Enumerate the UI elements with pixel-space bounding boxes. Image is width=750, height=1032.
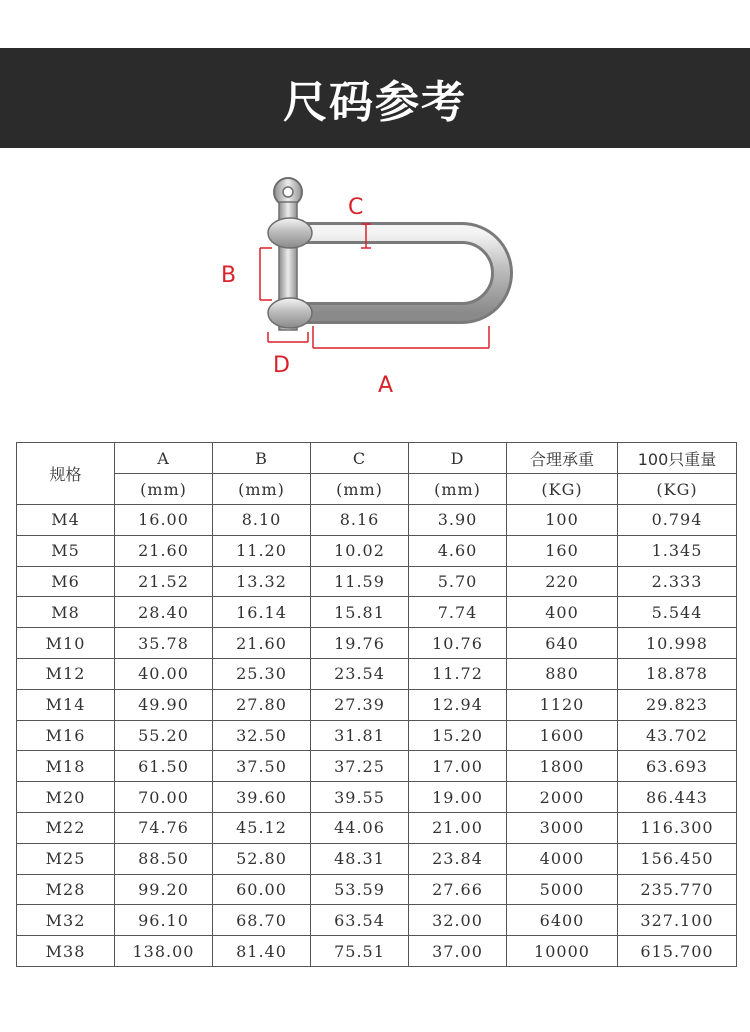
table-row — [17, 843, 737, 874]
cell-spec: M38 — [17, 936, 115, 967]
cell-spec: M32 — [17, 905, 115, 936]
unit-a: (mm) — [115, 474, 213, 505]
table-row — [17, 535, 737, 566]
cell-b: 68.70 — [213, 905, 311, 936]
table-row — [17, 905, 737, 936]
cell-c: 75.51 — [311, 936, 409, 967]
cell-c: 23.54 — [311, 658, 409, 689]
header-row-2 — [17, 474, 737, 505]
cell-a: 96.10 — [115, 905, 213, 936]
table-row — [17, 936, 737, 967]
table-row — [17, 751, 737, 782]
cell-c: 63.54 — [311, 905, 409, 936]
cell-a: 99.20 — [115, 874, 213, 905]
cell-c: 39.55 — [311, 782, 409, 813]
header-b: B — [213, 443, 311, 474]
cell-weight: 327.100 — [618, 905, 737, 936]
cell-b: 45.12 — [213, 812, 311, 843]
cell-load: 5000 — [507, 874, 618, 905]
header-load: 合理承重 — [507, 443, 618, 474]
header-row-1 — [17, 443, 737, 474]
cell-a: 49.90 — [115, 689, 213, 720]
cell-b: 13.32 — [213, 566, 311, 597]
cell-load: 1800 — [507, 751, 618, 782]
cell-c: 37.25 — [311, 751, 409, 782]
cell-spec: M25 — [17, 843, 115, 874]
size-table — [16, 442, 737, 967]
cell-c: 15.81 — [311, 597, 409, 628]
cell-b: 16.14 — [213, 597, 311, 628]
cell-a: 40.00 — [115, 658, 213, 689]
cell-d: 23.84 — [409, 843, 507, 874]
table-body — [17, 505, 737, 967]
label-a: A — [378, 373, 394, 398]
cell-spec: M8 — [17, 597, 115, 628]
cell-weight: 0.794 — [618, 505, 737, 536]
cell-load: 100 — [507, 505, 618, 536]
cell-d: 27.66 — [409, 874, 507, 905]
cell-d: 15.20 — [409, 720, 507, 751]
cell-weight: 63.693 — [618, 751, 737, 782]
cell-d: 37.00 — [409, 936, 507, 967]
cell-weight: 29.823 — [618, 689, 737, 720]
cell-b: 21.60 — [213, 628, 311, 659]
cell-c: 8.16 — [311, 505, 409, 536]
cell-d: 19.00 — [409, 782, 507, 813]
cell-b: 39.60 — [213, 782, 311, 813]
cell-b: 11.20 — [213, 535, 311, 566]
shackle-drawing — [0, 160, 750, 420]
cell-c: 48.31 — [311, 843, 409, 874]
cell-weight: 10.998 — [618, 628, 737, 659]
table-row — [17, 874, 737, 905]
cell-d: 21.00 — [409, 812, 507, 843]
table-row — [17, 566, 737, 597]
cell-spec: M20 — [17, 782, 115, 813]
unit-d: (mm) — [409, 474, 507, 505]
cell-load: 10000 — [507, 936, 618, 967]
cell-c: 10.02 — [311, 535, 409, 566]
cell-d: 5.70 — [409, 566, 507, 597]
cell-spec: M14 — [17, 689, 115, 720]
banner-title: 尺码参考 — [283, 77, 467, 128]
cell-weight: 5.544 — [618, 597, 737, 628]
cell-load: 880 — [507, 658, 618, 689]
cell-d: 10.76 — [409, 628, 507, 659]
cell-a: 55.20 — [115, 720, 213, 751]
cell-weight: 235.770 — [618, 874, 737, 905]
cell-weight: 43.702 — [618, 720, 737, 751]
cell-spec: M10 — [17, 628, 115, 659]
unit-weight: (KG) — [618, 474, 737, 505]
shackle-body — [300, 233, 502, 313]
lower-ear — [268, 298, 312, 328]
table-row — [17, 720, 737, 751]
table-row — [17, 782, 737, 813]
cell-d: 17.00 — [409, 751, 507, 782]
cell-a: 21.52 — [115, 566, 213, 597]
cell-load: 2000 — [507, 782, 618, 813]
cell-b: 60.00 — [213, 874, 311, 905]
upper-ear — [268, 218, 312, 248]
cell-d: 12.94 — [409, 689, 507, 720]
header-spec: 规格 — [17, 443, 115, 505]
cell-c: 31.81 — [311, 720, 409, 751]
table-row — [17, 689, 737, 720]
cell-a: 35.78 — [115, 628, 213, 659]
cell-weight: 156.450 — [618, 843, 737, 874]
cell-weight: 116.300 — [618, 812, 737, 843]
table-row — [17, 597, 737, 628]
cell-a: 28.40 — [115, 597, 213, 628]
shackle-diagram — [0, 160, 750, 420]
cell-c: 27.39 — [311, 689, 409, 720]
cell-a: 70.00 — [115, 782, 213, 813]
cell-d: 4.60 — [409, 535, 507, 566]
dimension-a — [313, 326, 489, 348]
unit-b: (mm) — [213, 474, 311, 505]
cell-a: 16.00 — [115, 505, 213, 536]
cell-a: 74.76 — [115, 812, 213, 843]
cell-b: 8.10 — [213, 505, 311, 536]
cell-load: 220 — [507, 566, 618, 597]
table-row — [17, 658, 737, 689]
cell-b: 32.50 — [213, 720, 311, 751]
cell-load: 1600 — [507, 720, 618, 751]
cell-load: 1120 — [507, 689, 618, 720]
dimension-d — [268, 332, 308, 342]
cell-d: 7.74 — [409, 597, 507, 628]
cell-spec: M5 — [17, 535, 115, 566]
cell-spec: M12 — [17, 658, 115, 689]
title-banner — [0, 48, 750, 148]
unit-c: (mm) — [311, 474, 409, 505]
cell-b: 25.30 — [213, 658, 311, 689]
unit-load: (KG) — [507, 474, 618, 505]
label-b: B — [221, 263, 237, 288]
label-c: C — [348, 195, 364, 220]
header-d: D — [409, 443, 507, 474]
dimension-b — [260, 248, 272, 300]
cell-spec: M18 — [17, 751, 115, 782]
cell-b: 81.40 — [213, 936, 311, 967]
cell-load: 640 — [507, 628, 618, 659]
cell-weight: 2.333 — [618, 566, 737, 597]
cell-weight: 86.443 — [618, 782, 737, 813]
cell-b: 27.80 — [213, 689, 311, 720]
cell-load: 3000 — [507, 812, 618, 843]
cell-c: 44.06 — [311, 812, 409, 843]
cell-weight: 1.345 — [618, 535, 737, 566]
cell-c: 11.59 — [311, 566, 409, 597]
cell-d: 32.00 — [409, 905, 507, 936]
cell-spec: M4 — [17, 505, 115, 536]
cell-a: 61.50 — [115, 751, 213, 782]
cell-c: 19.76 — [311, 628, 409, 659]
cell-load: 160 — [507, 535, 618, 566]
header-a: A — [115, 443, 213, 474]
label-d: D — [273, 353, 290, 378]
cell-d: 11.72 — [409, 658, 507, 689]
cell-b: 37.50 — [213, 751, 311, 782]
cell-load: 4000 — [507, 843, 618, 874]
cell-a: 138.00 — [115, 936, 213, 967]
table-row — [17, 628, 737, 659]
cell-spec: M22 — [17, 812, 115, 843]
cell-b: 52.80 — [213, 843, 311, 874]
table-row — [17, 505, 737, 536]
cell-weight: 615.700 — [618, 936, 737, 967]
header-weight: 100只重量 — [618, 443, 737, 474]
cell-spec: M28 — [17, 874, 115, 905]
cell-weight: 18.878 — [618, 658, 737, 689]
table-row — [17, 812, 737, 843]
cell-a: 88.50 — [115, 843, 213, 874]
cell-load: 6400 — [507, 905, 618, 936]
cell-c: 53.59 — [311, 874, 409, 905]
cell-spec: M6 — [17, 566, 115, 597]
header-c: C — [311, 443, 409, 474]
cell-d: 3.90 — [409, 505, 507, 536]
cell-spec: M16 — [17, 720, 115, 751]
cell-load: 400 — [507, 597, 618, 628]
cell-a: 21.60 — [115, 535, 213, 566]
